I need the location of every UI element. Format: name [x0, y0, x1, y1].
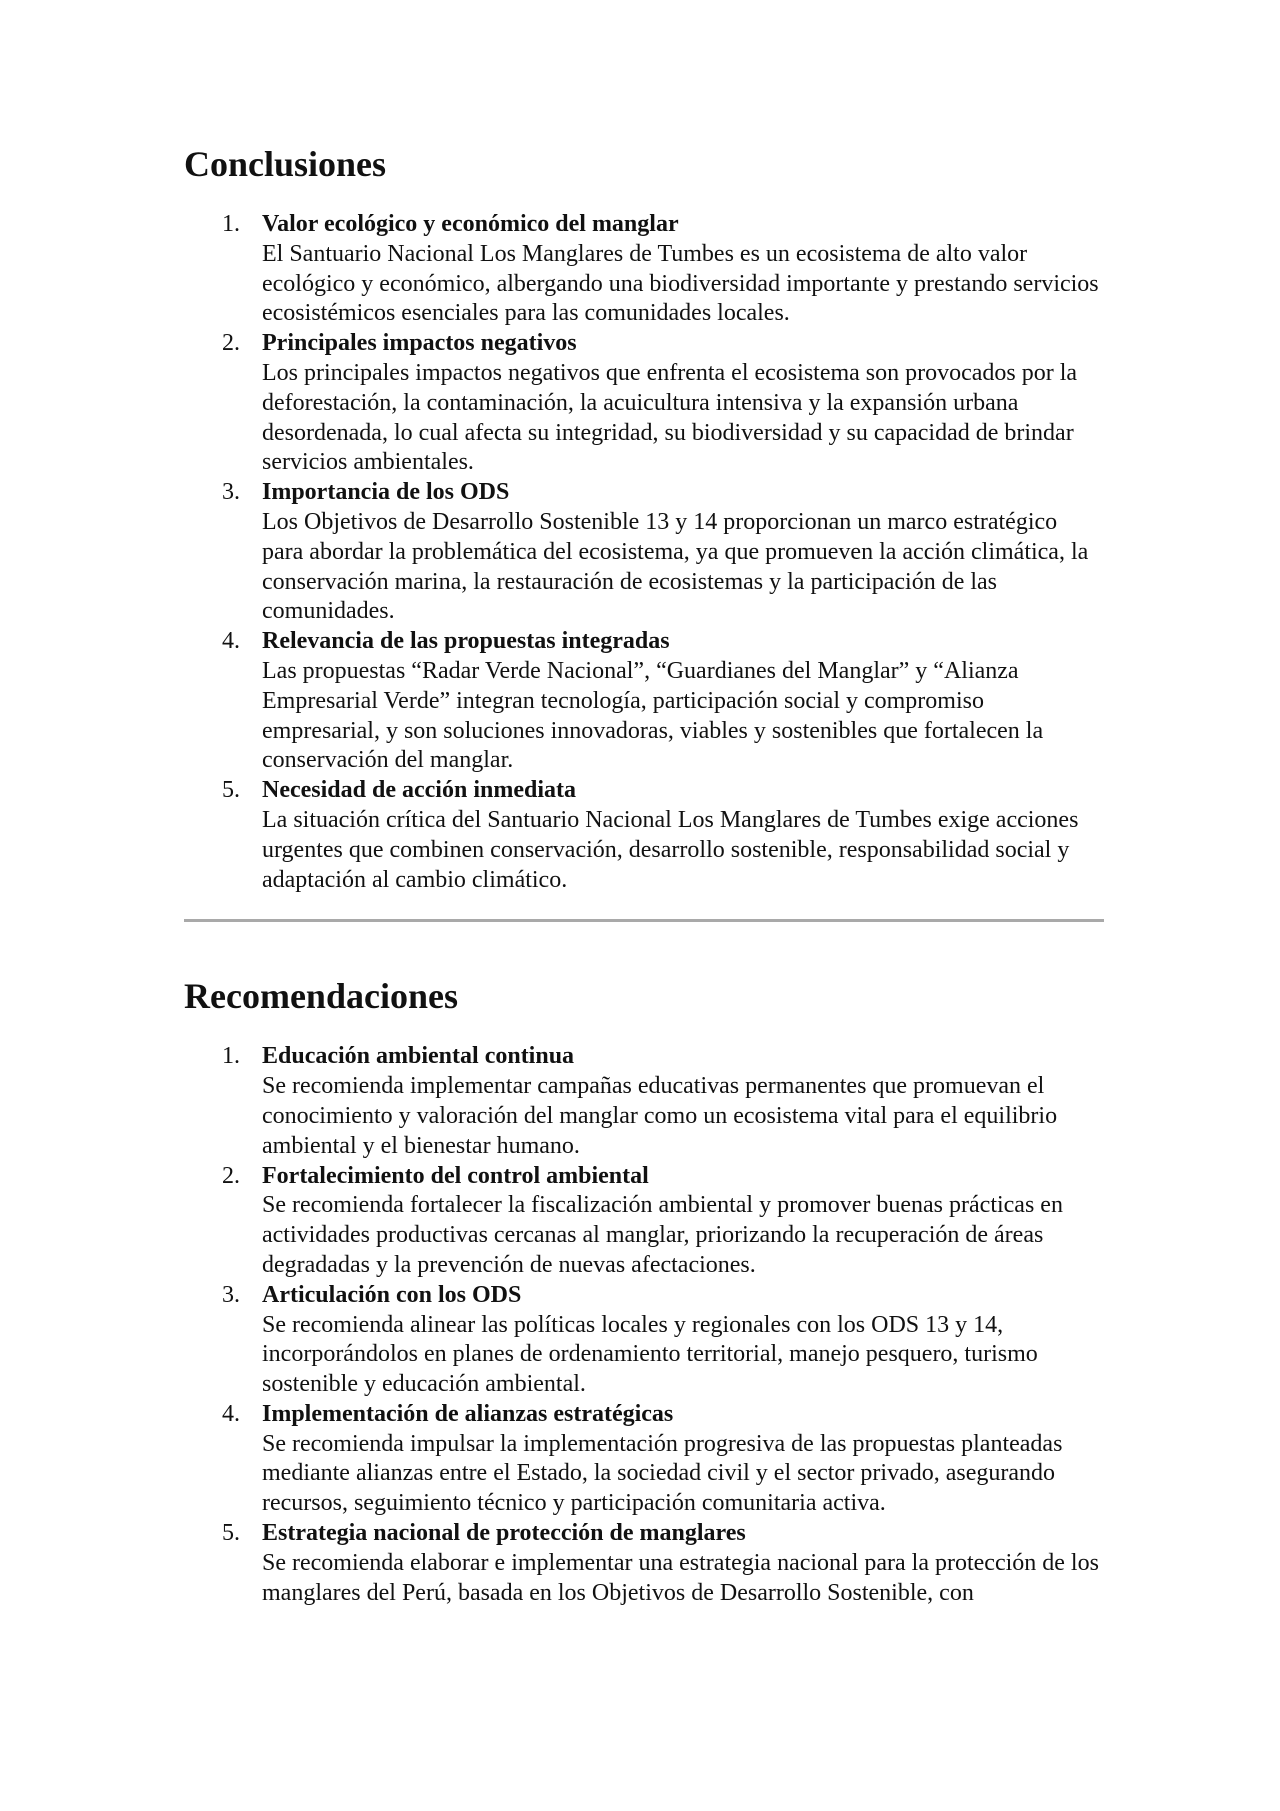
recommendation-item	[184, 1519, 1104, 1608]
conclusion-item	[184, 210, 1104, 329]
item-body: Se recomienda fortalecer la fiscalización ambiental y promover buenas prácticas en actividades productivas cercanas al manglar, priorizando la recuperación de áreas degradadas y la prevención de nuevas afectaciones.	[262, 1192, 1063, 1278]
conclusion-item	[184, 329, 1104, 478]
item-body: Se recomienda elaborar e implementar una estrategia nacional para la protección de los manglares del Perú, basada en los Objetivos de Desarrollo Sostenible, con	[262, 1549, 1099, 1606]
item-heading: Implementación de alianzas estratégicas	[262, 1400, 674, 1427]
item-body: Se recomienda alinear las políticas locales y regionales con los ODS 13 y 14, incorporándolos en planes de ordenamiento territorial, manejo pesquero, turismo sostenible y educación ambiental.	[262, 1311, 1038, 1398]
item-heading: Principales impactos negativos	[262, 330, 577, 357]
recommendation-item	[184, 1162, 1104, 1281]
item-body: Se recomienda implementar campañas educativas permanentes que promuevan el conocimiento y valoración del manglar como un ecosistema vital para el equilibrio ambiental y el bienestar humano.	[262, 1073, 1058, 1159]
recommendations-section	[184, 976, 1104, 1608]
recommendations-list	[184, 1042, 1104, 1608]
item-body: Las propuestas “Radar Verde Nacional”, “Guardianes del Manglar” y “Alianza Empresarial Verde” integran tecnología, participación social y compromiso empresarial, y son soluciones innovadoras, viables y sostenibles que fortalecen la conservación del manglar.	[262, 657, 1044, 774]
item-heading: Fortalecimiento del control ambiental	[262, 1162, 649, 1189]
section-divider	[184, 919, 1104, 922]
list-number: 1.	[222, 211, 240, 237]
list-number: 2.	[222, 1162, 240, 1189]
item-body: Los Objetivos de Desarrollo Sostenible 13 y 14 proporcionan un marco estratégico para abordar la problemática del ecosistema, ya que promueven la acción climática, la conservación marina, la restauración de ecosistemas y la participación de las comunidades.	[262, 508, 1089, 625]
recommendation-item	[184, 1042, 1104, 1161]
conclusions-list	[184, 210, 1104, 895]
conclusion-item	[184, 627, 1104, 776]
item-body: Los principales impactos negativos que enfrenta el ecosistema son provocados por la deforestación, la contaminación, la acuicultura intensiva y la expansión urbana desordenada, lo cual afecta su integridad, su biodiversidad y su capacidad de brindar servicios ambientales.	[262, 359, 1078, 476]
item-heading: Relevancia de las propuestas integradas	[262, 628, 670, 655]
recommendation-item	[184, 1281, 1104, 1400]
conclusion-item	[184, 478, 1104, 627]
item-heading: Educación ambiental continua	[262, 1043, 575, 1070]
list-number: 2.	[222, 330, 240, 357]
list-number: 3.	[222, 1281, 240, 1308]
recommendation-item	[184, 1400, 1104, 1519]
conclusions-title: Conclusiones	[184, 144, 387, 184]
item-body: Se recomienda impulsar la implementación progresiva de las propuestas planteadas mediante alianzas entre el Estado, la sociedad civil y el sector privado, asegurando recursos, seguimiento técnico y participación comunitaria activa.	[262, 1430, 1063, 1517]
item-heading: Importancia de los ODS	[262, 479, 510, 506]
conclusion-item	[184, 776, 1104, 895]
item-body: La situación crítica del Santuario Nacional Los Manglares de Tumbes exige acciones urgentes que combinen conservación, desarrollo sostenible, responsabilidad social y adaptación al cambio climático.	[262, 806, 1079, 893]
list-number: 1.	[222, 1043, 240, 1070]
list-number: 4.	[222, 628, 240, 655]
document-page	[184, 144, 1104, 1608]
item-heading: Articulación con los ODS	[262, 1281, 522, 1308]
item-body: El Santuario Nacional Los Manglares de Tumbes es un ecosistema de alto valor ecológico y económico, albergando una biodiversidad importante y prestando servicios ecosistémicos esenciales para las comunidades locales.	[262, 240, 1099, 327]
list-number: 3.	[222, 479, 240, 506]
list-number: 5.	[222, 1520, 240, 1547]
item-heading: Estrategia nacional de protección de manglares	[262, 1520, 746, 1547]
list-number: 4.	[222, 1400, 240, 1427]
list-number: 5.	[222, 777, 240, 804]
item-heading: Valor ecológico y económico del manglar	[262, 211, 679, 237]
item-heading: Necesidad de acción inmediata	[262, 777, 576, 804]
recommendations-title: Recomendaciones	[184, 976, 458, 1017]
